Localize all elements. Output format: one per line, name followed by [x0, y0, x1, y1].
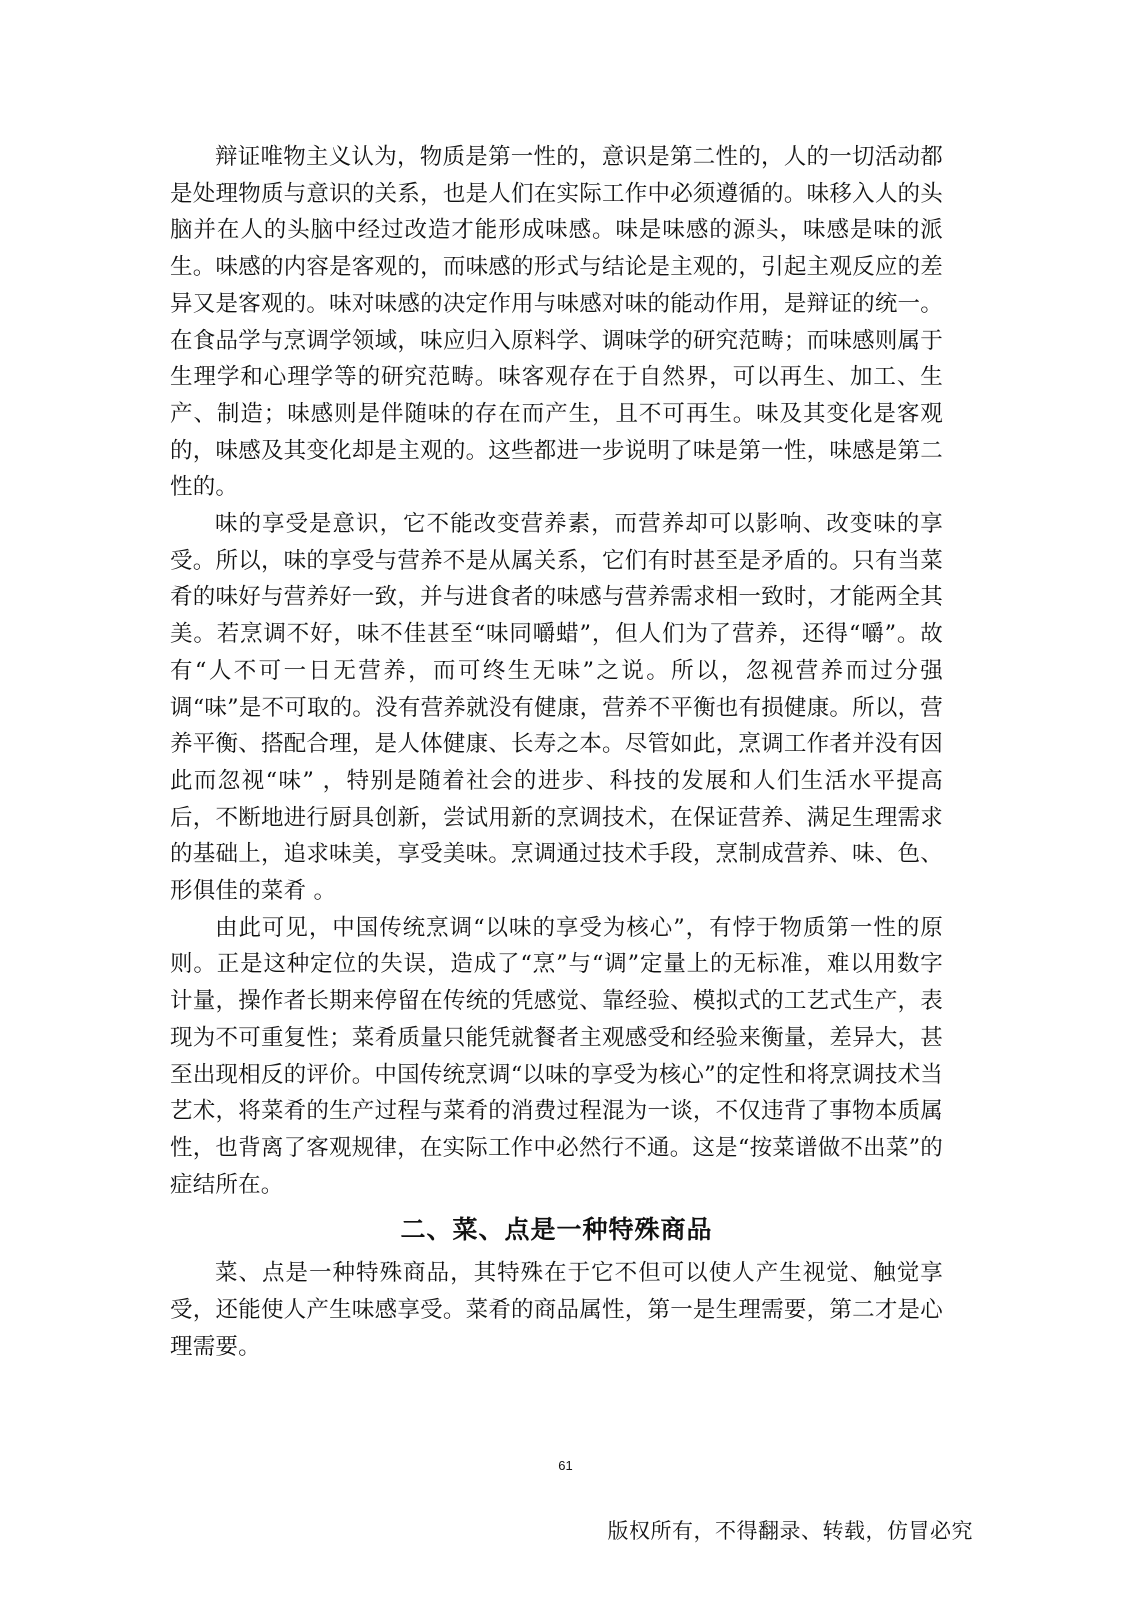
paragraph-dialectical-materialism: 辩证唯物主义认为，物质是第一性的，意识是第二性的，人的一切活动都是处理物质与意识的关系，也是人们在实际工作中必须遵循的。味移入人的头脑并在人的头脑中经过改造才能形成味感。味是味感的源头，味感是味的派生。味感的内容是客观的，而味感的形式与结论是主观的，引起主观反应的差异又是客观的。味对味感的决定作用与味感对味的能动作用，是辩证的统一。在食品学与烹调学领域，味应归入原料学、调味学的研究范畴；而味感则属于生理学和心理学等的研究范畴。味客观存在于自然界，可以再生、加工、生产、制造；味感则是伴随味的存在而产生，且不可再生。味及其变化是客观的，味感及其变化却是主观的。这些都进一步说明了味是第一性，味感是第二性的。 — [170, 144, 943, 501]
paragraph-special-commodity: 菜、点是一种特殊商品，其特殊在于它不但可以使人产生视觉、触觉享受，还能使人产生味感享受。菜肴的商品属性，第一是生理需要，第二才是心理需要。 — [170, 1260, 943, 1360]
section-heading: 二、菜、点是一种特殊商品 — [400, 1215, 713, 1245]
body-text — [170, 139, 943, 1366]
paragraph-traditional-cooking: 由此可见，中国传统烹调“以味的享受为核心”，有悖于物质第一性的原则。正是这种定位的失误，造成了“烹”与“调”定量上的无标准，难以用数字计量，操作者长期来停留在传统的凭感觉、靠经验、模拟式的工艺式生产，表现为不可重复性；菜肴质量只能凭就餐者主观感受和经验来衡量，差异大，甚至出现相反的评价。中国传统烹调“以味的享受为核心”的定性和将烹调技术当艺术，将菜肴的生产过程与菜肴的消费过程混为一谈，不仅违背了事物本质属性，也背离了客观规律，在实际工作中必然行不通。这是“按菜谱做不出菜”的症结所在。 — [170, 914, 943, 1198]
paragraph-taste-and-nutrition: 味的享受是意识，它不能改变营养素，而营养却可以影响、改变味的享受。所以，味的享受与营养不是从属关系，它们有时甚至是矛盾的。只有当菜肴的味好与营养好一致，并与进食者的味感与营养需求相一致时，才能两全其美。若烹调不好，味不佳甚至“味同嚼蜡”，但人们为了营养，还得“嚼”。故有“人不可一日无营养，而可终生无味”之说。所以，忽视营养而过分强调“味”是不可取的。没有营养就没有健康，营养不平衡也有损健康。所以，营养平衡、搭配合理，是人体健康、长寿之本。尽管如此，烹调工作者并没有因此而忽视“味” ，特别是随着社会的进步、科技的发展和人们生活水平提高后，不断地进行厨具创新，尝试用新的烹调技术，在保证营养、满足生理需求的基础上，追求味美，享受美味。烹调通过技术手段，烹制成营养、味、色、形俱佳的菜肴 。 — [170, 511, 943, 905]
page-number: 61 — [558, 1458, 573, 1473]
copyright-notice: 版权所有，不得翻录、转载，仿冒必究 — [607, 1519, 973, 1543]
